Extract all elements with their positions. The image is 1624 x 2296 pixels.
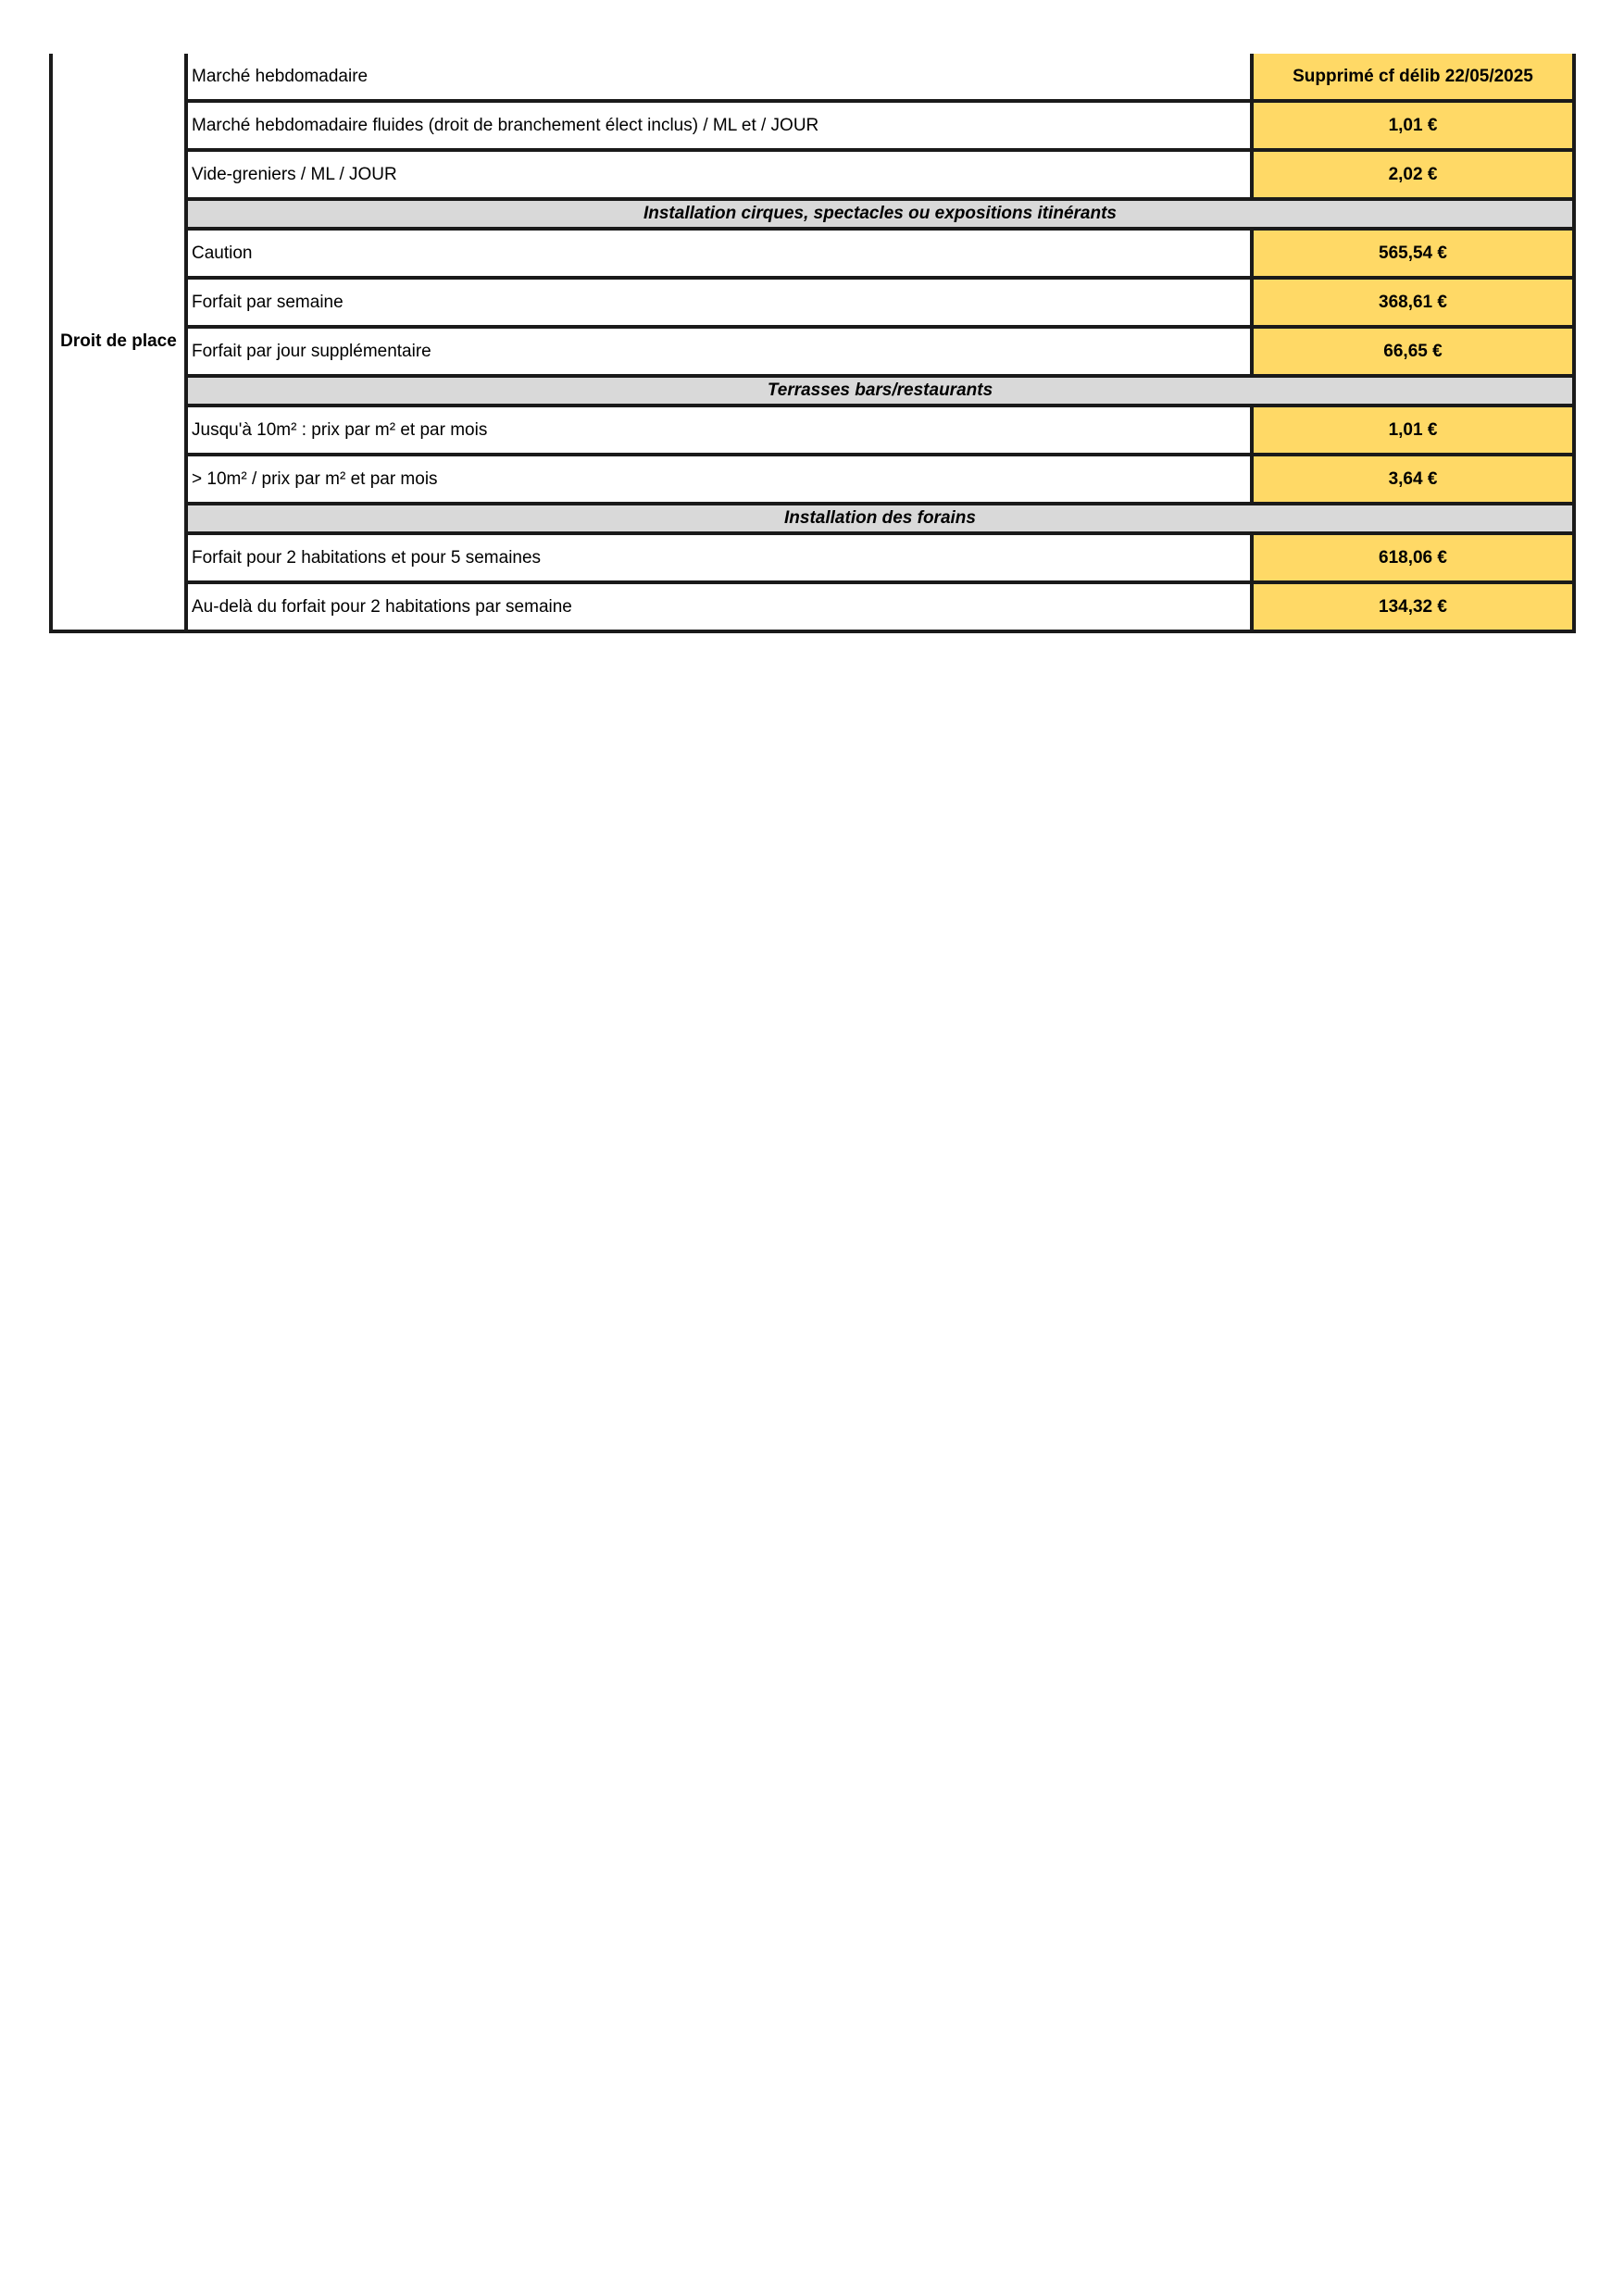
item-price: 134,32 € bbox=[1252, 582, 1574, 631]
item-price: Supprimé cf délib 22/05/2025 bbox=[1252, 54, 1574, 101]
tariff-table-body bbox=[51, 54, 1574, 631]
table-row bbox=[51, 101, 1574, 150]
section-title: Terrasses bars/restaurants bbox=[186, 376, 1574, 406]
table-row bbox=[51, 229, 1574, 278]
table-row bbox=[51, 582, 1574, 631]
table-row bbox=[51, 54, 1574, 101]
table-row bbox=[51, 406, 1574, 455]
section-header-row bbox=[51, 504, 1574, 533]
item-price: 368,61 € bbox=[1252, 278, 1574, 327]
section-title: Installation cirques, spectacles ou expositions itinérants bbox=[186, 199, 1574, 229]
table-row bbox=[51, 327, 1574, 376]
item-label: > 10m² / prix par m² et par mois bbox=[186, 455, 1252, 504]
table-row bbox=[51, 455, 1574, 504]
item-label: Forfait par semaine bbox=[186, 278, 1252, 327]
item-label: Forfait par jour supplémentaire bbox=[186, 327, 1252, 376]
section-header-row bbox=[51, 376, 1574, 406]
item-price: 2,02 € bbox=[1252, 150, 1574, 199]
tariff-table bbox=[49, 54, 1576, 633]
item-label: Jusqu'à 10m² : prix par m² et par mois bbox=[186, 406, 1252, 455]
section-header-row bbox=[51, 199, 1574, 229]
section-title: Installation des forains bbox=[186, 504, 1574, 533]
tariff-table-container bbox=[49, 54, 1576, 633]
table-row bbox=[51, 278, 1574, 327]
item-price: 618,06 € bbox=[1252, 533, 1574, 582]
item-price: 565,54 € bbox=[1252, 229, 1574, 278]
item-label: Marché hebdomadaire bbox=[186, 54, 1252, 101]
item-label: Marché hebdomadaire fluides (droit de branchement élect inclus) / ML et / JOUR bbox=[186, 101, 1252, 150]
table-row bbox=[51, 533, 1574, 582]
item-price: 1,01 € bbox=[1252, 406, 1574, 455]
item-label: Au-delà du forfait pour 2 habitations par semaine bbox=[186, 582, 1252, 631]
table-row bbox=[51, 150, 1574, 199]
item-price: 3,64 € bbox=[1252, 455, 1574, 504]
item-label: Forfait pour 2 habitations et pour 5 semaines bbox=[186, 533, 1252, 582]
item-label: Vide-greniers / ML / JOUR bbox=[186, 150, 1252, 199]
item-label: Caution bbox=[186, 229, 1252, 278]
item-price: 1,01 € bbox=[1252, 101, 1574, 150]
item-price: 66,65 € bbox=[1252, 327, 1574, 376]
category-label: Droit de place bbox=[51, 54, 186, 631]
